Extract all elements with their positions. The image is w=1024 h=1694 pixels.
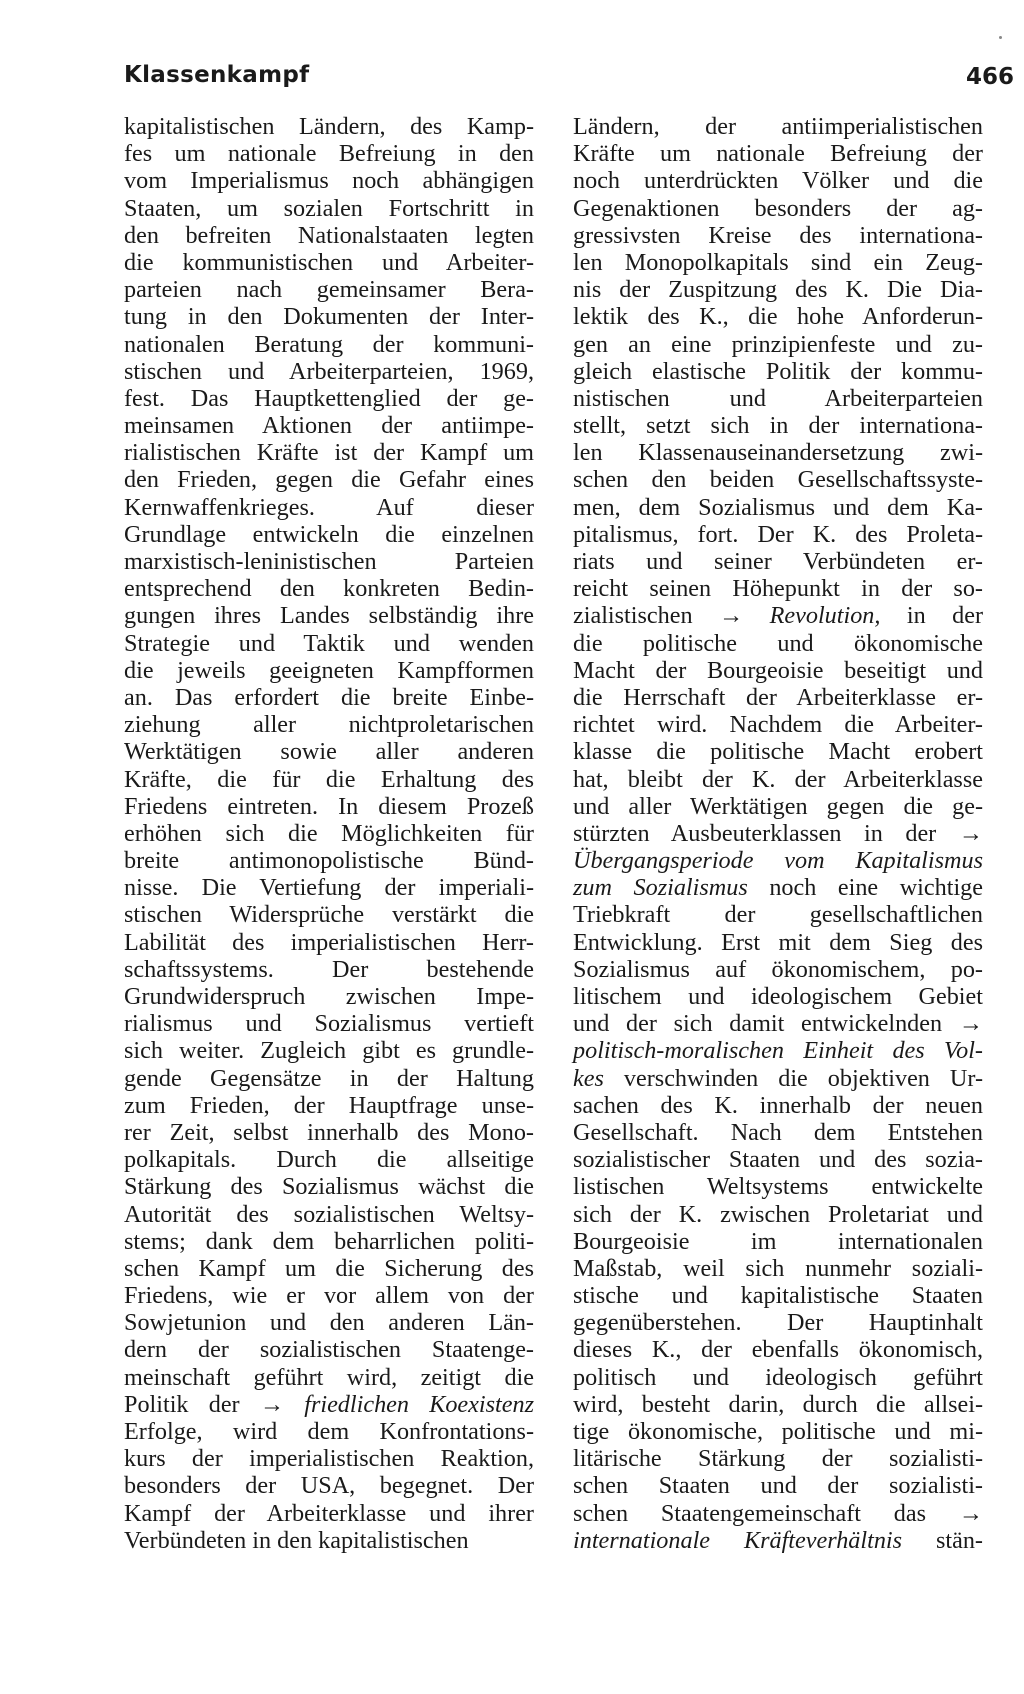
text-line [573,1173,983,1200]
text-segment: Sozialismus auf ökonomischem, po- [573,955,983,983]
text-segment: tige ökonomische, politische und mi- [573,1418,983,1445]
text-line [573,1445,983,1472]
text-line [573,1472,983,1499]
text-line [124,303,534,330]
text-line [573,331,983,358]
text-segment: stellt, setzt sich in der internationa- [573,412,983,440]
text-segment: Erfolge, wird dem Konfrontations- [124,1418,534,1445]
text-segment: Autorität des sozialistischen Weltsy- [124,1200,534,1228]
text-line [124,1500,534,1527]
text-line [124,1228,534,1255]
text-line [124,276,534,303]
text-segment: meinsamen Aktionen der antiimpe- [124,412,534,440]
text-segment: Politik der → [124,1390,305,1418]
text-line [124,1445,534,1472]
text-segment: die jeweils geeigneten Kampfformen [124,656,534,684]
text-line [124,548,534,575]
text-segment: riats und seiner Verbündeten er- [573,548,983,575]
text-line [124,657,534,684]
text-line [573,439,983,466]
text-line [124,113,534,140]
text-segment: nationalen Beratung der kommuni- [124,330,534,358]
text-segment: Werktätigen sowie aller anderen [124,738,534,766]
text-line [124,684,534,711]
text-segment: gen an eine prinzipienfeste und zu- [573,330,983,358]
text-line [124,983,534,1010]
text-segment: fes um nationale Befreiung in den [124,140,534,168]
text-line [124,1173,534,1200]
text-line [573,901,983,928]
text-segment: zialistischen → [573,602,770,630]
text-segment: rialistischen Kräfte ist der Kampf um [124,439,534,467]
text-segment: stischen Widersprüche verstärkt die [124,901,534,929]
text-line [124,1146,534,1173]
text-line [124,494,534,521]
text-segment: nis der Zuspitzung des K. Die Dia- [573,276,983,304]
text-line [124,575,534,602]
text-line [573,1336,983,1363]
text-segment: gende Gegensätze in der Haltung [124,1064,534,1092]
text-segment: parteien nach gemeinsamer Bera- [124,276,534,304]
text-line [124,1309,534,1336]
text-segment: dern der sozialistischen Staatenge- [124,1336,534,1364]
text-segment: erhöhen sich die Möglichkeiten für [124,819,534,847]
text-line [573,303,983,330]
text-line [573,167,983,194]
text-line [124,874,534,901]
cross-reference-term: zum Sozialismus [573,874,748,902]
text-line [573,521,983,548]
text-column-right [573,113,983,1554]
text-line [573,1037,983,1064]
text-segment: schen den beiden Gesellschaftssyste- [573,466,983,494]
text-segment: Triebkraft der gesellschaftlichen [573,901,983,929]
text-line [573,766,983,793]
cross-reference-term: politisch-moralischen Einheit des Vol- [573,1037,983,1065]
text-line [573,929,983,956]
text-segment: pitalismus, fort. Der K. des Proleta- [573,520,983,548]
text-line [573,1309,983,1336]
text-line [124,847,534,874]
text-line [124,1472,534,1499]
text-segment: kurs der imperialistischen Reaktion, [124,1445,534,1473]
text-segment: und der sich damit entwickelnden → [573,1010,983,1038]
text-segment: kapitalistischen Ländern, des Kamp- [124,113,534,140]
text-segment: stän- [902,1526,983,1554]
text-segment: Bourgeoisie im internationalen [573,1227,983,1255]
text-line [573,276,983,303]
text-line [124,1391,534,1418]
text-segment: litischem und ideologischem Gebiet [573,983,983,1010]
running-head: Klassenkampf [124,62,310,88]
text-line [573,1092,983,1119]
text-line [573,249,983,276]
text-line [124,1364,534,1391]
text-segment: verschwinden die objektiven Ur- [603,1064,983,1092]
text-segment: schen Kampf um die Sicherung des [124,1254,534,1282]
text-segment: Macht der Bourgeoisie beseitigt und [573,656,983,684]
text-segment: Entwicklung. Erst mit dem Sieg des [573,928,983,956]
text-line [573,548,983,575]
text-line [573,1146,983,1173]
text-line [573,412,983,439]
text-line [573,1010,983,1037]
text-line [124,385,534,412]
text-line [124,1065,534,1092]
text-segment: noch unterdrückten Völker und die [573,167,983,195]
text-line [573,195,983,222]
text-segment: meinschaft geführt wird, zeitigt die [124,1363,534,1391]
text-line [124,820,534,847]
text-segment: ziehung aller nichtproletarischen [124,711,534,739]
text-line [124,1282,534,1309]
text-segment: schen Staatengemeinschaft das → [573,1499,983,1527]
text-line [573,1255,983,1282]
text-line [124,466,534,493]
text-line [573,630,983,657]
text-line [573,847,983,874]
text-segment: sich der K. zwischen Proletariat und [573,1200,983,1228]
text-segment: Friedens, wie er vor allem von der [124,1282,534,1310]
text-line [124,1418,534,1445]
text-segment: stems; dank dem beharrlichen politi- [124,1227,534,1255]
text-line [573,1364,983,1391]
text-line [573,222,983,249]
text-line [124,793,534,820]
text-segment: nistischen und Arbeiterparteien [573,384,983,412]
text-line [573,385,983,412]
text-line [573,793,983,820]
scan-speck [999,36,1002,39]
text-segment: den Frieden, gegen die Gefahr eines [124,466,534,494]
text-segment: Ländern, der antiimperialistischen [573,113,983,140]
text-segment: lektik des K., die hohe Anforderun- [573,303,983,331]
text-segment: Strategie und Taktik und wenden [124,629,534,657]
text-line [573,738,983,765]
text-segment: stürzten Ausbeuterklassen in der → [573,819,983,847]
text-segment: noch eine wichtige [747,874,983,902]
text-line [124,1010,534,1037]
text-segment: Sowjetunion und den anderen Län- [124,1309,534,1337]
cross-reference-term: kes [573,1064,604,1092]
text-segment: len Monopolkapitals sind ein Zeug- [573,248,983,276]
text-line [124,766,534,793]
text-line [124,1527,534,1554]
text-segment: Stärkung des Sozialismus wächst die [124,1173,534,1201]
text-line [124,956,534,983]
text-line [124,1092,534,1119]
text-segment: Grundlage entwickeln die einzelnen [124,520,534,548]
text-segment: richtet wird. Nachdem die Arbeiter- [573,711,983,739]
text-segment: len Klassenauseinandersetzung zwi- [573,439,983,467]
text-line [573,494,983,521]
text-line [573,602,983,629]
text-segment: hat, bleibt der K. der Arbeiterklasse [573,765,983,793]
text-segment: gleich elastische Politik der kommu- [573,357,983,385]
text-segment: men, dem Sozialismus und dem Ka- [573,493,983,521]
text-segment: entsprechend den konkreten Bedin- [124,575,534,603]
text-line [573,1228,983,1255]
text-line [573,657,983,684]
text-segment: schen Staaten und der sozialisti- [573,1472,983,1500]
text-line [573,711,983,738]
text-segment: Grundwiderspruch zwischen Impe- [124,983,534,1010]
text-line [573,575,983,602]
text-segment: dieses K., der ebenfalls ökonomisch, [573,1336,983,1364]
text-segment: Kernwaffenkrieges. Auf dieser [124,493,534,521]
text-segment: Labilität des imperialistischen Herr- [124,928,534,956]
cross-reference-term: friedlichen Koexistenz [304,1390,534,1418]
text-line [573,983,983,1010]
text-line [573,1282,983,1309]
text-segment: die politische und ökonomische [573,629,983,657]
text-segment: Kräfte um nationale Befreiung der [573,140,983,168]
text-segment: fest. Das Hauptkettenglied der ge- [124,384,534,412]
text-segment: sich weiter. Zugleich gibt es grundle- [124,1037,534,1065]
text-line [124,222,534,249]
text-line [573,874,983,901]
text-segment: breite antimonopolistische Bünd- [124,847,534,875]
page-header [124,62,1024,102]
text-segment: gungen ihres Landes selbständig ihre [124,602,534,630]
text-line [573,1065,983,1092]
text-segment: Staaten, um sozialen Fortschritt in [124,194,534,222]
text-line [573,1500,983,1527]
text-line [573,113,983,140]
text-segment: die kommunistischen und Arbeiter- [124,248,534,276]
text-segment: sozialistischer Staaten und des sozia- [573,1146,983,1174]
text-segment: Verbündeten in den kapitalistischen [124,1526,469,1554]
text-line [124,1119,534,1146]
text-line [573,820,983,847]
text-line [573,1418,983,1445]
text-line [124,358,534,385]
text-line [124,1255,534,1282]
text-segment: marxistisch-leninistischen Parteien [124,548,534,575]
text-segment: sachen des K. innerhalb der neuen [573,1091,983,1119]
text-segment: litärische Stärkung der sozialisti- [573,1445,983,1473]
text-line [573,1119,983,1146]
text-line [124,901,534,928]
text-segment: Gesellschaft. Nach dem Entstehen [573,1118,983,1146]
text-line [124,630,534,657]
text-segment: und aller Werktätigen gegen die ge- [573,792,983,820]
text-segment: in der [880,602,983,630]
text-segment: zum Frieden, der Hauptfrage unse- [124,1091,534,1119]
text-segment: besonders der USA, begegnet. Der [124,1472,534,1500]
text-segment: an. Das erfordert die breite Einbe- [124,683,534,711]
text-line [573,956,983,983]
text-line [124,195,534,222]
text-column-left [124,113,534,1554]
cross-reference-term: Revolution, [769,602,881,630]
text-line [573,1201,983,1228]
text-line [124,412,534,439]
text-segment: nisse. Die Vertiefung der imperiali- [124,874,534,902]
text-segment: tung in den Dokumenten der Inter- [124,303,534,331]
text-segment: Friedens eintreten. In diesem Prozeß [124,792,534,820]
text-line [124,331,534,358]
text-line [124,1336,534,1363]
text-segment: vom Imperialismus noch abhängigen [124,167,534,195]
text-segment: den befreiten Nationalstaaten legten [124,221,534,249]
text-segment: reicht seinen Höhepunkt in der so- [573,575,983,603]
text-line [573,684,983,711]
text-line [124,602,534,629]
cross-reference-term: Übergangsperiode vom Kapitalismus [573,847,983,875]
text-line [573,1391,983,1418]
text-segment: Kräfte, die für die Erhaltung des [124,765,534,793]
text-segment: listischen Weltsystems entwickelte [573,1173,983,1201]
text-line [124,929,534,956]
page-number: 466 [966,64,1015,90]
text-segment: gegenüberstehen. Der Hauptinhalt [573,1309,983,1337]
text-line [124,249,534,276]
text-segment: Gegenaktionen besonders der ag- [573,194,983,222]
text-line [573,1527,983,1554]
text-segment: klasse die politische Macht erobert [573,738,983,766]
text-segment: schaftssystems. Der bestehende [124,955,534,983]
text-line [124,140,534,167]
text-line [124,1037,534,1064]
text-segment: polkapitals. Durch die allseitige [124,1146,534,1174]
text-segment: rialismus und Sozialismus vertieft [124,1010,534,1038]
text-line [573,140,983,167]
text-segment: gressivsten Kreise des internationa- [573,221,983,249]
text-line [124,711,534,738]
text-segment: politisch und ideologisch geführt [573,1363,983,1391]
text-segment: stischen und Arbeiterparteien, 1969, [124,357,534,385]
text-line [124,439,534,466]
text-line [573,466,983,493]
text-line [124,521,534,548]
cross-reference-term: internationale Kräfteverhältnis [573,1526,903,1554]
text-segment: Maßstab, weil sich nunmehr soziali- [573,1254,983,1282]
text-segment: die Herrschaft der Arbeiterklasse er- [573,683,983,711]
text-segment: rer Zeit, selbst innerhalb des Mono- [124,1118,534,1146]
text-segment: Kampf der Arbeiterklasse und ihrer [124,1499,534,1527]
text-line [124,1201,534,1228]
text-segment: stische und kapitalistische Staaten [573,1282,983,1310]
text-segment: wird, besteht darin, durch die allsei- [573,1390,983,1418]
text-line [573,358,983,385]
text-line [124,167,534,194]
text-line [124,738,534,765]
